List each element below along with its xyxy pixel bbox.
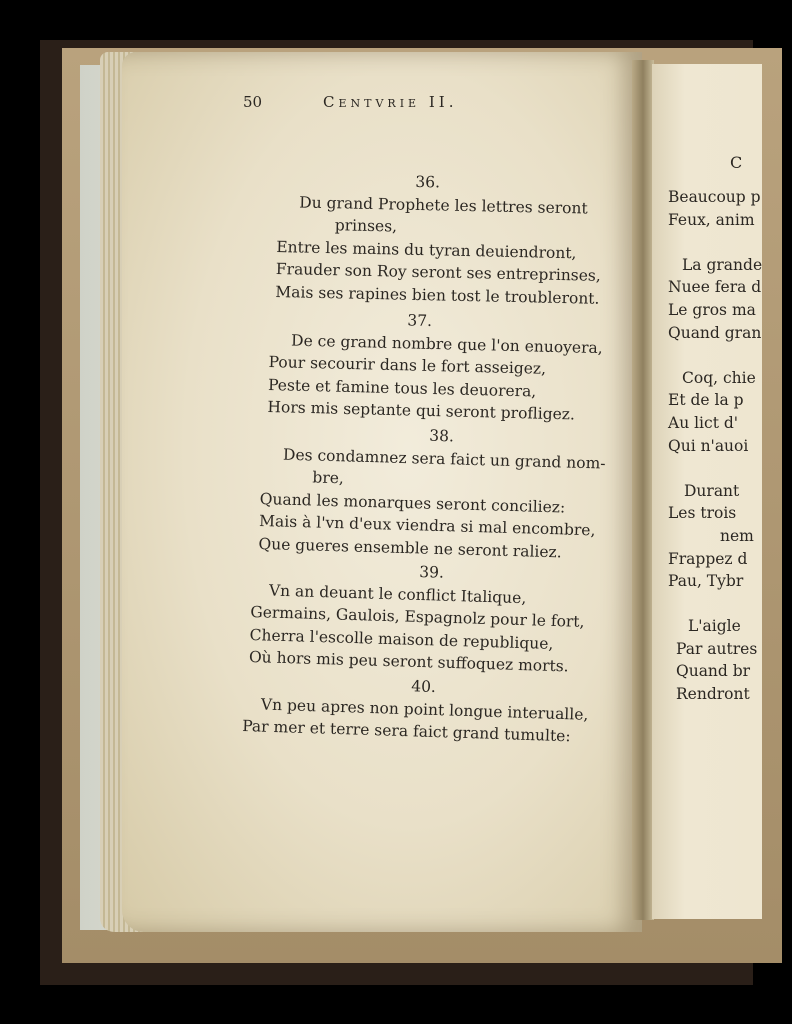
verse-line: Pau, Tybr bbox=[668, 572, 744, 591]
page-number: 50 bbox=[243, 93, 263, 111]
verse-line bbox=[668, 457, 754, 480]
verse-line: prinses, bbox=[334, 216, 398, 236]
verse-number: 36. bbox=[415, 172, 441, 192]
verse-line: Quand les monarques seront conciliez: bbox=[259, 489, 566, 517]
verse-line: Qui n'auoi bbox=[668, 436, 749, 455]
verse-line: Peste et famine tous les deuorera, bbox=[267, 375, 537, 401]
verse-line: Au lict d' bbox=[668, 413, 739, 432]
verse-line: Vn peu apres non point longue interualle, bbox=[260, 695, 589, 724]
verse-line: Des condamnez sera faict un grand nom- bbox=[282, 445, 606, 473]
verse-line: Le gros ma bbox=[668, 300, 756, 319]
quatrain-37 bbox=[267, 306, 603, 427]
quatrain-36 bbox=[275, 168, 603, 310]
verse-line: Rendront bbox=[676, 685, 750, 704]
verse-line: Hors mis septante qui seront profligez. bbox=[267, 398, 576, 424]
verse-number: 39. bbox=[419, 562, 445, 582]
verse-line bbox=[668, 593, 754, 616]
verse-line: Quand gran bbox=[668, 323, 762, 342]
gutter bbox=[632, 60, 654, 920]
running-head-title: Centvrie II. bbox=[323, 93, 458, 111]
verse-line: Frauder son Roy seront ses entreprinses, bbox=[275, 260, 601, 286]
verse-line: Coq, chie bbox=[682, 368, 756, 387]
right-page-text bbox=[668, 186, 763, 706]
verse-line: Durant bbox=[684, 481, 740, 500]
verse-line: Beaucoup p bbox=[668, 188, 761, 206]
verse-line: Du grand Prophete les lettres seront bbox=[299, 193, 588, 218]
verse-line bbox=[668, 344, 754, 367]
verse-line: L'aigle bbox=[688, 617, 741, 636]
verse-line: Par mer et terre sera faict grand tumulte: bbox=[241, 717, 571, 746]
verse-line: Mais ses rapines bien tost le troubleront. bbox=[275, 282, 600, 308]
verse-line: Quand br bbox=[676, 662, 751, 681]
verse-number: 40. bbox=[410, 677, 437, 697]
verse-line bbox=[668, 231, 754, 254]
verse-line: Cherra l'escolle maison de republique, bbox=[249, 625, 554, 653]
verse-line: La grande bbox=[682, 255, 763, 274]
verse-line: bre, bbox=[312, 468, 345, 488]
verse-line: Vn an deuant le conflict Italique, bbox=[268, 581, 527, 607]
verse-line: Les trois bbox=[668, 504, 737, 523]
quatrain-40 bbox=[242, 670, 604, 749]
verse-line: Pour secourir dans le fort asseigez, bbox=[268, 353, 547, 378]
verse-number: 38. bbox=[429, 426, 455, 446]
verse-line: De ce grand nombre que l'on enuoyera, bbox=[290, 331, 603, 357]
verse-line: Feux, anim bbox=[668, 210, 755, 229]
verse-line: Nuee fera d bbox=[668, 278, 762, 297]
verse-line: Par autres bbox=[676, 639, 758, 658]
verse-line: Germains, Gaulois, Espagnolz pour le fort, bbox=[250, 603, 585, 632]
verse-line: Que gueres ensemble ne seront raliez. bbox=[258, 534, 562, 562]
verse-line: Frappez d bbox=[668, 549, 748, 568]
verse-line: Et de la p bbox=[668, 391, 744, 410]
verse-line: Entre les mains du tyran deuiendront, bbox=[276, 237, 577, 263]
verse-line: nem bbox=[720, 526, 754, 545]
quatrain-39 bbox=[249, 556, 612, 680]
verse-line: Mais à l'vn d'eux viendra si mal encombre, bbox=[258, 512, 596, 540]
verse-line: Où hors mis peu seront suffoquez morts. bbox=[248, 648, 569, 676]
right-page-header-fragment: C bbox=[730, 153, 743, 172]
verse-number: 37. bbox=[407, 311, 433, 330]
quatrain-38 bbox=[258, 420, 622, 566]
